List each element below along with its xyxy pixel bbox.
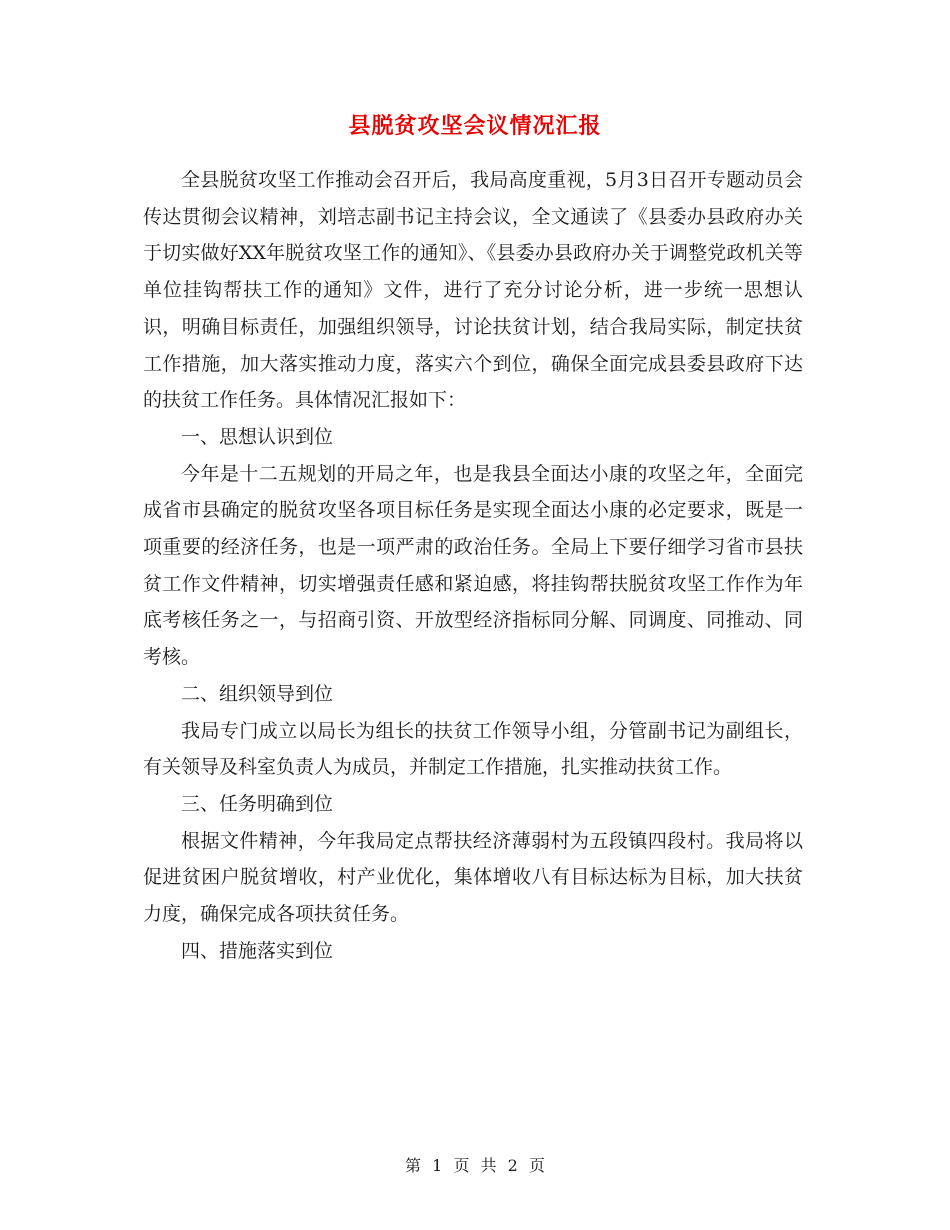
intro-paragraph: 全县脱贫攻坚工作推动会召开后，我局高度重视，5月3日召开专题动员会传达贯彻会议精神，刘培志副书记主持会议，全文通读了《县委办县政府办关于切实做好XX年脱贫攻坚工作的通知》、《县委办县政府办关于调整党政机关等单位挂钩帮扶工作的通知》文件，进行了充分讨论分析，进一步统一思想认识，明确目标责任，加强组织领导，讨论扶贫计划，结合我局实际，制定扶贫工作措施，加大落实推动力度，落实六个到位，确保全面完成县委县政府下达的扶贫工作任务。具体情况汇报如下： <box>143 169 803 412</box>
section-heading-1: 一、思想认识到位 <box>181 425 334 448</box>
section-paragraph-2: 我局专门成立以局长为组长的扶贫工作领导小组，分管副书记为副组长，有关领导及科室负责人为成员，并制定工作措施，扎实推动扶贫工作。 <box>143 719 803 779</box>
total-pages-number: 2 <box>507 1156 518 1175</box>
total-label: 共 <box>480 1156 497 1175</box>
section-heading-2: 二、组织领导到位 <box>181 682 334 705</box>
section-heading-3: 三、任务明确到位 <box>181 792 334 815</box>
section-paragraph-1: 今年是十二五规划的开局之年，也是我县全面达小康的攻坚之年，全面完成省市县确定的脱贫攻坚各项目标任务是实现全面达小康的必定要求，既是一项重要的经济任务，也是一项严肃的政治任务。全局上下要仔细学习省市县扶贫工作文件精神，切实增强责任感和紧迫感，将挂钩帮扶脱贫攻坚工作作为年底考核任务之一，与招商引资、开放型经济指标同分解、同调度、同推动、同考核。 <box>143 462 803 669</box>
current-page-number: 1 <box>432 1156 443 1175</box>
section-heading-4: 四、措施落实到位 <box>181 939 334 962</box>
page-label-prefix: 第 <box>405 1156 422 1175</box>
document-body <box>143 162 803 969</box>
page-label-suffix: 页 <box>528 1156 545 1175</box>
section-paragraph-3: 根据文件精神，今年我局定点帮扶经济薄弱村为五段镇四段村。我局将以促进贫困户脱贫增收，村产业优化，集体增收八有目标达标为目标，加大扶贫力度，确保完成各项扶贫任务。 <box>143 829 803 926</box>
document-title: 县脱贫攻坚会议情况汇报 <box>348 114 602 139</box>
page-label-mid: 页 <box>453 1156 470 1175</box>
page-footer <box>0 1155 950 1177</box>
